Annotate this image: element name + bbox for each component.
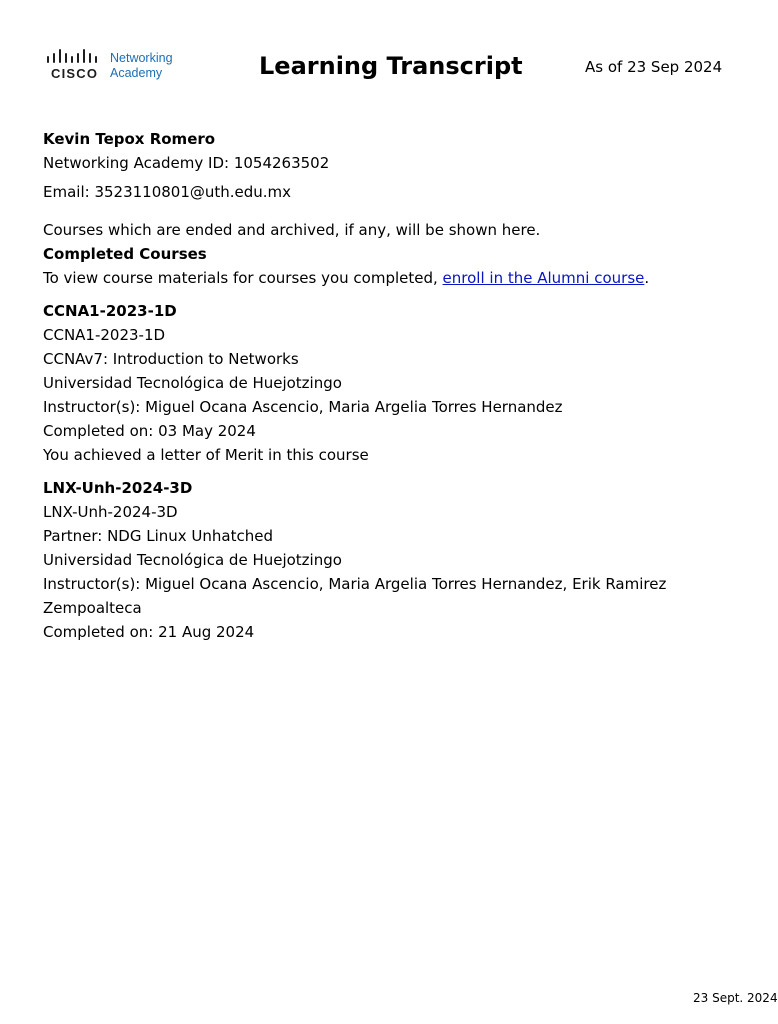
- transcript-body: [43, 127, 743, 644]
- logo-subtitle-line1: Networking: [110, 51, 173, 65]
- course-detail-line: LNX-Unh-2024-3D: [43, 503, 178, 521]
- cisco-networking-academy-logo: [46, 49, 186, 83]
- alumni-intro-text: To view course materials for courses you completed,: [43, 269, 443, 287]
- course-detail-line: Completed on: 21 Aug 2024: [43, 623, 255, 641]
- cisco-bars-icon: [46, 49, 102, 67]
- course-detail-line: Universidad Tecnológica de Huejotzingo: [43, 551, 342, 569]
- course-detail-line: CCNAv7: Introduction to Networks: [43, 350, 299, 368]
- logo-wordmark: CISCO: [51, 66, 99, 81]
- course-code: LNX-Unh-2024-3D: [43, 479, 193, 497]
- course-code: CCNA1-2023-1D: [43, 302, 177, 320]
- course-detail-line: Instructor(s): Miguel Ocana Ascencio, Maria Argelia Torres Hernandez, Erik Ramirez Zempoalteca: [43, 575, 667, 617]
- course-detail-line: Partner: NDG Linux Unhatched: [43, 527, 273, 545]
- course-detail-line: CCNA1-2023-1D: [43, 326, 166, 344]
- course-detail-line: Completed on: 03 May 2024: [43, 422, 256, 440]
- course-detail-line: Universidad Tecnológica de Huejotzingo: [43, 374, 342, 392]
- student-name: Kevin Tepox Romero: [43, 130, 216, 148]
- alumni-intro-end: .: [644, 269, 650, 287]
- student-email: Email: 3523110801@uth.edu.mx: [43, 183, 292, 201]
- completed-courses-heading: Completed Courses: [43, 245, 207, 263]
- alumni-course-link[interactable]: enroll in the Alumni course: [442, 269, 645, 287]
- course-detail-line: You achieved a letter of Merit in this course: [43, 446, 369, 464]
- as-of-date: As of 23 Sep 2024: [585, 58, 723, 76]
- course-entry: [43, 299, 743, 467]
- footer-date: 23 Sept. 2024: [693, 991, 778, 1005]
- course-list: [43, 299, 743, 644]
- document-title: Learning Transcript: [259, 52, 523, 80]
- alumni-intro: [43, 266, 743, 290]
- logo-subtitle: [110, 51, 173, 81]
- academy-id: Networking Academy ID: 1054263502: [43, 154, 330, 172]
- logo-subtitle-line2: Academy: [110, 66, 163, 80]
- archived-courses-note: Courses which are ended and archived, if any, will be shown here.: [43, 221, 541, 239]
- course-entry: [43, 476, 743, 644]
- course-detail-line: Instructor(s): Miguel Ocana Ascencio, Maria Argelia Torres Hernandez: [43, 398, 563, 416]
